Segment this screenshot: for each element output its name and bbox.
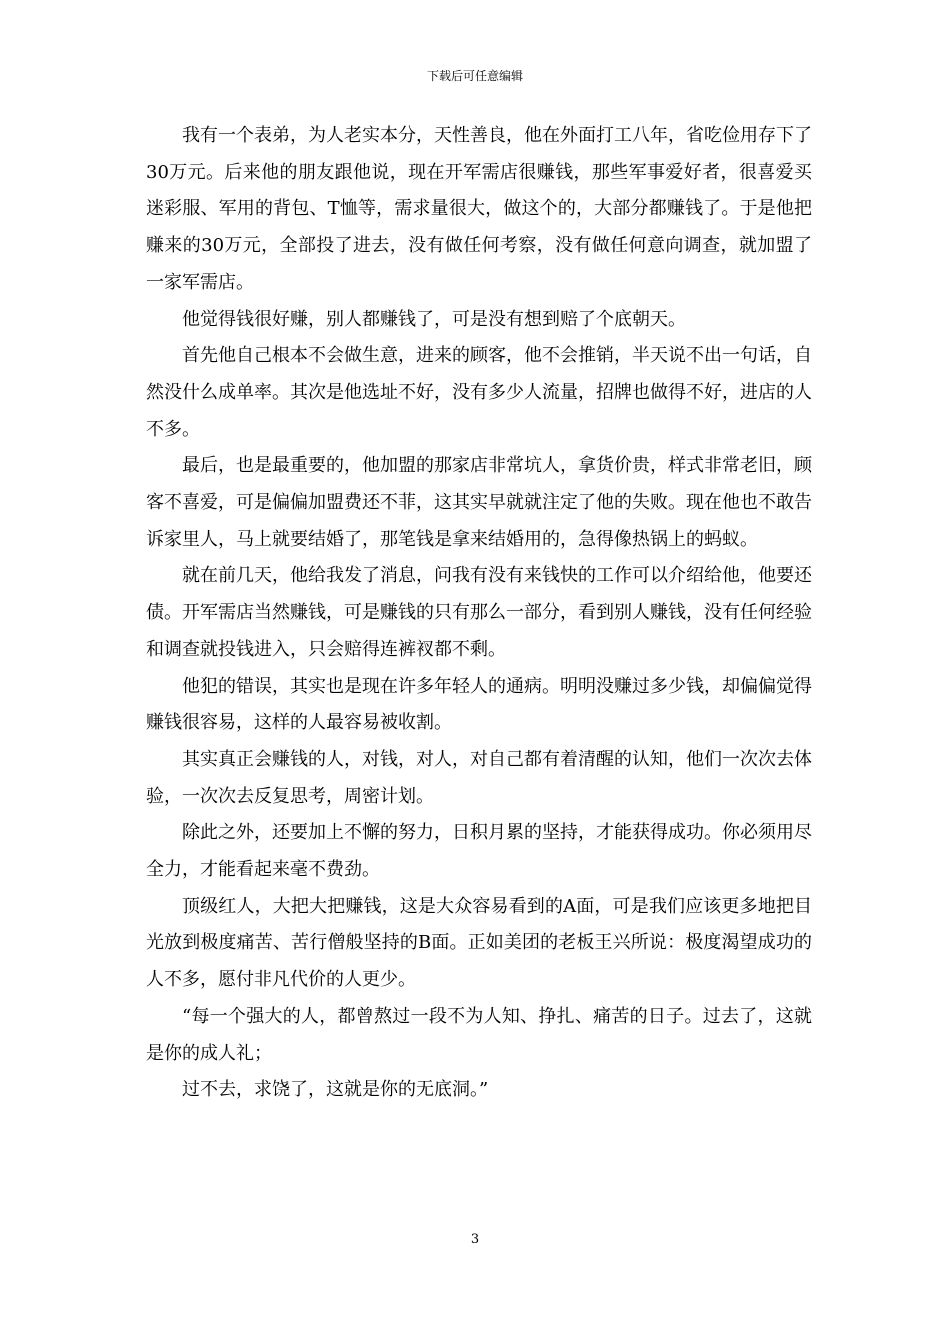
paragraph: 首先他自己根本不会做生意，进来的顾客，他不会推销，半天说不出一句话，自然没什么成单率。其次是他选址不好，没有多少人流量，招牌也做得不好，进店的人不多。 — [146, 345, 812, 440]
paragraph: 我有一个表弟，为人老实本分，天性善良，他在外面打工八年，省吃俭用存下了30万元。后来他的朋友跟他说，现在开军需店很赚钱，那些军事爱好者，很喜爱买迷彩服、军用的背包、T恤等，需求量很大，做这个的，大部分都赚钱了。于是他把赚来的30万元，全部投了进去，没有做任何考察，没有做任何意向调查，就加盟了一家军需店。 — [146, 125, 812, 293]
paragraph: 除此之外，还要加上不懈的努力，日积月累的坚持，才能获得成功。你必须用尽全力，才能看起来毫不费劲。 — [146, 822, 812, 881]
paragraph: “每一个强大的人，都曾熬过一段不为人知、挣扎、痛苦的日子。过去了，这就是你的成人礼； — [146, 1005, 812, 1064]
body-text — [146, 118, 812, 1109]
page-number: 3 — [470, 1232, 480, 1247]
paragraph: 他犯的错误，其实也是现在许多年轻人的通病。明明没赚过多少钱，却偏偏觉得赚钱很容易，这样的人最容易被收割。 — [146, 675, 812, 734]
page-header: 下载后可任意编辑 — [426, 69, 523, 83]
paragraph: 其实真正会赚钱的人，对钱，对人，对自己都有着清醒的认知，他们一次次去体验，一次次去反复思考，周密计划。 — [146, 748, 812, 807]
paragraph: 顶级红人，大把大把赚钱，这是大众容易看到的A面，可是我们应该更多地把目光放到极度痛苦、苦行僧般坚持的B面。正如美团的老板王兴所说：极度渴望成功的人不多，愿付非凡代价的人更少。 — [146, 895, 812, 991]
paragraph: 他觉得钱很好赚，别人都赚钱了，可是没有想到赔了个底朝天。 — [182, 308, 686, 330]
paragraph: 过不去，求饶了，这就是你的无底洞。” — [182, 1079, 489, 1101]
paragraph: 就在前几天，他给我发了消息，问我有没有来钱快的工作可以介绍给他，他要还债。开军需店当然赚钱，可是赚钱的只有那么一部分，看到别人赚钱，没有任何经验和调查就投钱进入，只会赔得连裤衩都不剩。 — [146, 565, 812, 660]
paragraph: 最后，也是最重要的，他加盟的那家店非常坑人，拿货价贵，样式非常老旧，顾客不喜爱，可是偏偏加盟费还不菲，这其实早就就注定了他的失败。现在他也不敢告诉家里人，马上就要结婚了，那笔钱是拿来结婚用的，急得像热锅上的蚂蚁。 — [146, 455, 812, 550]
